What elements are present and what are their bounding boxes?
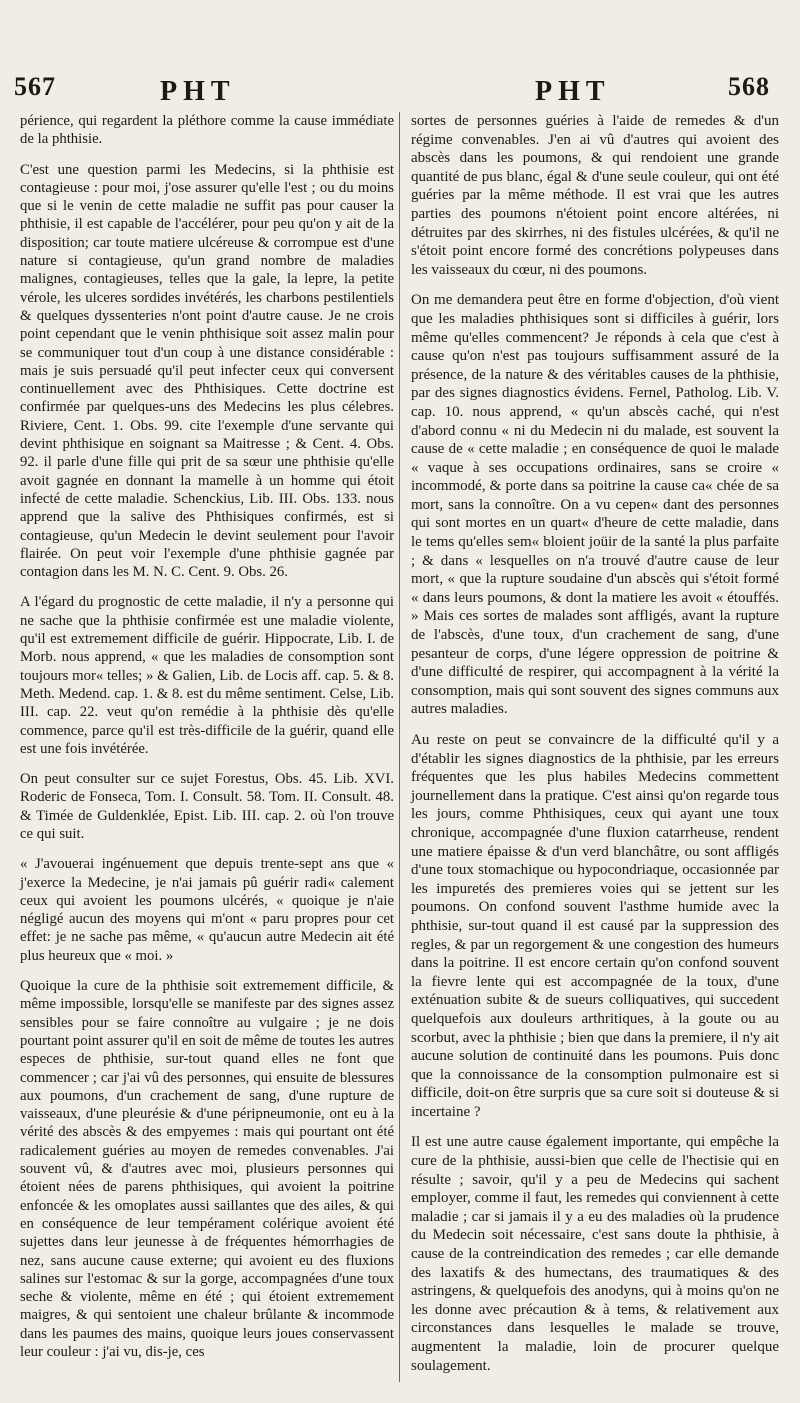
right-page-number: 568 <box>728 72 770 101</box>
right-running-head: PHT <box>535 76 611 107</box>
paragraph: On peut consulter sur ce sujet Forestus, Obs. 45. Lib. XVI. Roderic de Fonseca, Tom. I. Consult. 58. Tom. II. Consult. 48. & Timée de Guldenklée, Epist. Lib. III. cap. 2. où l'on trouve ce qui suit. <box>20 771 394 842</box>
left-page-number: 567 <box>14 72 56 101</box>
paragraph: « J'avouerai ingénuement que depuis trente-sept ans que « j'exerce la Medecine, je n'ai jamais pû guérir radi« calement ceux qui avoient les poumons ulcérés, « quoique je n'aie négligé aucun des moyens qui m'ont « paru propres pour cet effet: je ne sache pas même, « qu'aucun autre Medecin ait été plus heureux que « moi. » <box>20 856 394 964</box>
left-column <box>20 112 394 1373</box>
right-column <box>411 112 779 1387</box>
paragraph: Quoique la cure de la phthisie soit extremement difficile, & même impossible, lorsqu'elle se manifeste par des signes assez sensibles pour se faire connoître au vulgaire ; je ne dois pourtant point assurer qu'il en soit de même de toutes les autres especes de phthisie, sur-tout quand elles ne font que commencer ; car j'ai vû des personnes, qui ensuite de blessures aux poumons, d'un crachement de sang, d'une rupture de vaisseaux, d'une pleurésie & d'une péripneumonie, ont eu à la vérité des abscès & des empyemes : mais qui pourtant ont été radicalement guéries au moyen de remedes convenables. J'ai souvent vû, & d'autres avec moi, plusieurs personnes qui étoient nées de parens phthisiques, qui avoient la poitrine enfoncée & les omoplates aussi saillantes que des ailes, & qui en conséquence de leur tempérament colérique avoient été sujettes dans leur jeunesse à de fréquentes hémorrhagies de nez, sans aucune cause externe; qui avoient eu des fluxions salines sur l'estomac & sur la gorge, accompagnées d'une toux seche & violente, même en été ; qui étoient extremement maigres, & qui sentoient une chaleur brûlante & incommode dans les paumes des mains, quoique leurs joues conservassent leur couleur : j'ai vu, dis-je, ces <box>20 978 394 1360</box>
paragraph: On me demandera peut être en forme d'objection, d'où vient que les maladies phthisiques sont si difficiles à guérir, lors même qu'elles commencent? Je réponds à cela que c'est à cause qu'on n'est pas toujours suffisamment assuré de la présence, de la nature & des véritables causes de la phthisie, par des signes diagnostics évidens. Fernel, Patholog. Lib. V. cap. 10. nous apprend, « qu'un abscès caché, qui n'est d'abord connu « ni du Medecin ni du malade, est souvent la cause de « cette maladie ; en conséquence de quoi le malade « vaque à ses occupations ordinaires, sans se croire « incommodé, & porte dans sa poitrine la cause ca« chée de sa mort, sans la connoître. On a vu cepen« dant des personnes qui sont mortes en un quart« d'heure de cette maladie, dans le tems qu'elles sem« bloient joüir de la santé la plus parfaite ; & dans « lesquelles on n'a trouvé d'autre cause de leur mort, « que la rupture soudaine d'un abscès qui s'étoit formé « dans leurs poumons, & dont la matiere les avoit « étouffés. » Mais ces sortes de malades sont affligés, avant la rupture de l'abscès, d'une toux, d'un crachement de sang, d'une pesanteur de corps, d'une légere oppression de poitrine & d'une difficulté de respirer, qui accompagnent à la vérité la consomption, mais qui sont souvent des signes communs aux autres maladies. <box>411 292 779 718</box>
paragraph: A l'égard du prognostic de cette maladie, il n'y a personne qui ne sache que la phthisie confirmée est une maladie violente, qu'il est extremement difficile de guérir. Hippocrate, Lib. I. de Morb. nous apprend, « que les maladies de consomption sont toujours mor« telles; » & Galien, Lib. de Locis aff. cap. 5. & 8. Meth. Medend. cap. 1. & 8. est du même sentiment. Celse, Lib. III. cap. 22. veut qu'on remédie à la phthisie dès qu'elle commence, parce qu'il est très-difficile de la guérir, quand elle est une fois invétérée. <box>20 594 395 757</box>
left-running-head: PHT <box>160 76 236 107</box>
paragraph: sortes de personnes guéries à l'aide de remedes & d'un régime convenables. J'en ai vû d'autres qui avoient des abscès dans les poumons, & qui rendoient une grande quantité de pus blanc, égal & d'une seule couleur, qui ont été guéries par la même méthode. Il est vrai que les autres parties des poumons n'étoient point encore altérées, ni détruites par des skirrhes, ni des fistules ulcérées, & qu'il ne s'étoit point encore formé des concrétions polypeuses dans les vaisseaux du cœur, ni des poumons. <box>411 113 779 278</box>
paragraph: C'est une question parmi les Medecins, si la phthisie est contagieuse : pour moi, j'ose assurer qu'elle l'est ; ou du moins que si le venin de cette maladie ne suffit pas pour causer la phthisie, il est capable de l'accélérer, pour peu qu'on y ait de la disposition; car toute matiere ulcéreuse & corrompue est d'une nature si contagieuse, qu'un grand nombre de maladies malignes, contagieuses, telles que la gale, la lepre, la petite vérole, les ulceres sordides invétérés, les charbons pestilentiels & quelques dyssenteries n'ont point d'autre cause. Je ne crois point cependant que le venin phthisique soit assez malin pour se communiquer tout d'un coup à une distance considérable : mais je suis persuadé qu'il peut infecter ceux qui conversent continuellement avec des Phthisiques. Cette doctrine est confirmée par quelques-uns des Medecins les plus célebres. Riviere, Cent. 1. Obs. 99. cite l'exemple d'une servante qui devint phthisique en soignant sa Maitresse ; & Cent. 4. Obs. 92. il parle d'une fille qui prit de sa sœur une phthisie qu'elle avoit gagnée en donnant la mamelle à un homme qui étoit infecté de cette maladie. Schenckius, Lib. III. Obs. 133. nous apprend que la salive des Phthisiques confirmés, est si contagieuse, qu'un Medecin le devint seulement pour l'avoir flairée. On peut voir l'exemple d'une phthisie gagnée par contagion dans les M. N. C. Cent. 9. Obs. 26. <box>20 161 394 581</box>
paragraph: Au reste on peut se convaincre de la difficulté qu'il y a d'établir les signes diagnostics de la phthisie, par les erreurs fréquentes que les plus habiles Medecins commettent journellement dans la pratique. C'est ainsi qu'on regarde tous les jours, comme Phthisiques, ceux qui ayant une toux chronique, accompagnée d'une fluxion catarrheuse, rendent une matiere épaisse & d'un verd blanchâtre, ou sont affligés d'une toux stomachique ou hypocondriaque, occasionnée par les impuretés des premieres voies qui se jettent sur les poumons. On confond souvent l'asthme humide avec la phthisie, sur-tout quand il est causé par la suppression des regles, & par un regorgement & une congestion des humeurs dans la poitrine. Il est encore certain qu'on confond souvent la fievre lente qui est accompagnée de la toux, d'une exténuation subite & de sueurs colliquatives, qui succedent quelquefois aux douleurs arthritiques, à la goute ou au scorbut, avec la phthisie ; bien que dans la premiere, il n'y ait aucune solution de continuité dans les poumons. Puis donc que la connoissance de la consomption pulmonaire est si difficile, doit-on être surpris que sa cure soit si douteuse & si incertaine ? <box>411 732 779 1120</box>
column-divider <box>399 112 400 1382</box>
paragraph: Il est une autre cause également importante, qui empêche la cure de la phthisie, aussi-bien que celle de l'hectisie qui en résulte ; savoir, qu'il y a peu de Medecins qui sachent employer, comme il faut, les remedes qui conviennent à cette maladie ; car si jamais il y a eu des maladies où la prudence du Medecin soit nécessaire, c'est sans doute la phthisie, à cause de la contreindication des remedes ; car elle demande des laxatifs & des humectans, des traumatiques & des astringens, & quelquefois des anodyns, qui à moins qu'on ne les donne avec précaution & à tems, & relativement aux circonstances dans lesquelles le malade se trouve, augmentent la maladie, loin de procurer quelque soulagement. <box>411 1134 779 1374</box>
paragraph: périence, qui regardent la pléthore comme la cause immédiate de la phthisie. <box>20 113 394 148</box>
